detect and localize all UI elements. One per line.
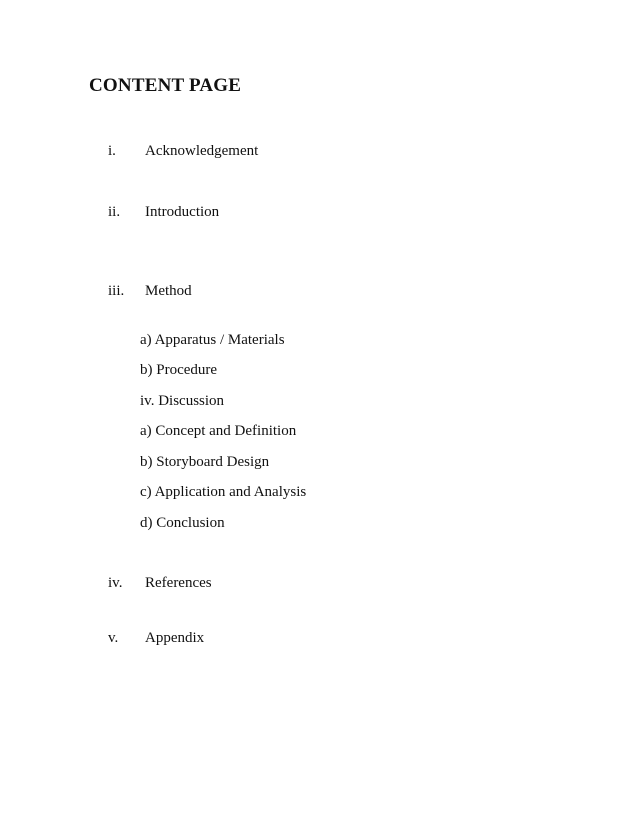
toc-label: Introduction bbox=[145, 204, 220, 220]
toc-numeral: ii. bbox=[108, 204, 121, 220]
toc-subitem: iv. Discussion bbox=[140, 393, 225, 409]
toc-numeral: i. bbox=[108, 143, 116, 159]
toc-subitem: b) Storyboard Design bbox=[140, 454, 270, 470]
toc-entry-references bbox=[0, 575, 638, 597]
toc-numeral: v. bbox=[108, 630, 119, 646]
toc-entry-method bbox=[0, 283, 638, 305]
toc-entry-appendix bbox=[0, 630, 638, 652]
toc-entry-acknowledgement bbox=[0, 143, 638, 165]
toc-subitem: a) Concept and Definition bbox=[140, 423, 297, 439]
toc-label: Method bbox=[145, 283, 192, 299]
toc-subitem: b) Procedure bbox=[140, 362, 218, 378]
toc-subitem: d) Conclusion bbox=[140, 515, 225, 531]
toc-subitem: c) Application and Analysis bbox=[140, 484, 307, 500]
toc-numeral: iii. bbox=[108, 283, 125, 299]
toc-entry-introduction bbox=[0, 204, 638, 226]
toc-numeral: iv. bbox=[108, 575, 123, 591]
toc-label: Appendix bbox=[145, 630, 205, 646]
toc-subitem: a) Apparatus / Materials bbox=[140, 332, 285, 348]
toc-label: References bbox=[145, 575, 212, 591]
page-title: CONTENT PAGE bbox=[89, 75, 242, 96]
toc-label: Acknowledgement bbox=[145, 143, 259, 159]
